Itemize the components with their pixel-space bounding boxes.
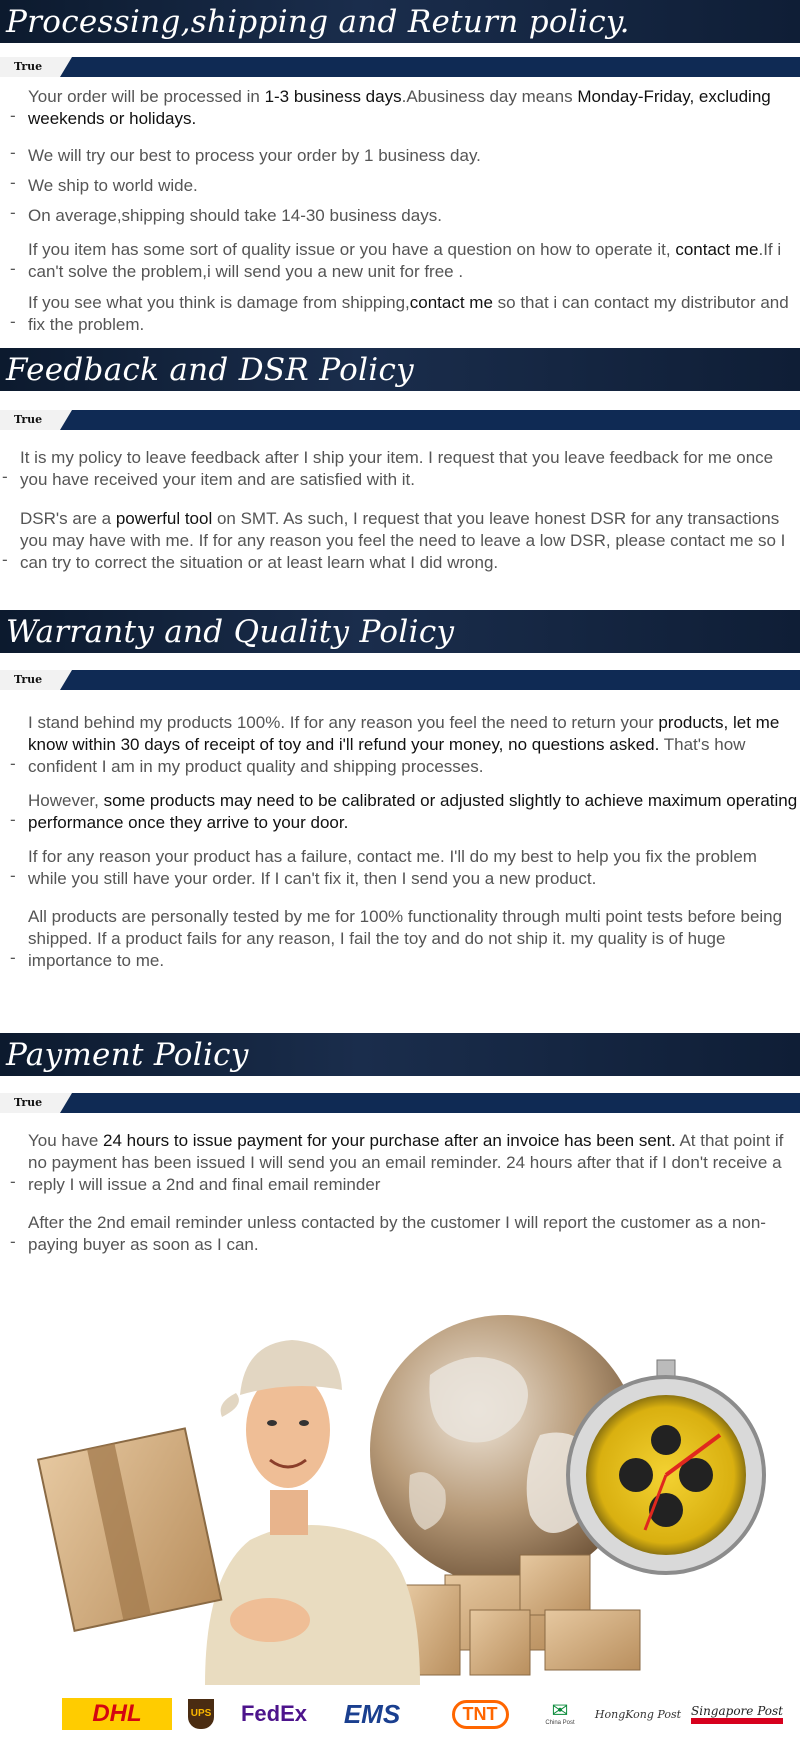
bullet-dash: -	[10, 312, 16, 331]
fedex-wordmark: FedEx	[240, 1701, 308, 1726]
policy-item: - We ship to world wide.	[10, 173, 198, 195]
emphasis-text: Monday-Friday, excluding weekends or holidays.	[28, 87, 771, 128]
bullet-dash: -	[10, 173, 16, 192]
singapore-post-logo	[692, 1698, 782, 1730]
hongkong-post-logo	[596, 1698, 680, 1730]
tag-label: True	[0, 410, 60, 430]
emphasis-text: 24 hours to issue payment for your purchase after an invoice has been sent.	[103, 1131, 676, 1150]
section-banner-feedback	[0, 348, 800, 391]
bullet-dash: -	[2, 467, 8, 486]
tnt-wordmark: TNT	[452, 1700, 509, 1729]
carrier-logos	[0, 1688, 800, 1742]
section-title: Warranty and Quality Policy	[6, 614, 455, 650]
ups-wordmark: UPS	[188, 1699, 214, 1729]
tnt-logo	[438, 1698, 522, 1730]
policy-item: - All products are personally tested by me for 100% functionality through multi point tests before being shipped. If a product fails for any reason, I fail the toy and do not ship it. my quality is of huge importance to me.	[10, 907, 783, 970]
china-post-logo	[540, 1698, 580, 1730]
china-post-icon: ✉	[551, 1700, 569, 1722]
policy-item: - Your order will be processed in 1-3 business days.Abusiness day means Monday-Friday, excluding weekends or holidays.	[10, 87, 771, 128]
policy-item: - I stand behind my products 100%. If for any reason you feel the need to return your products, let me know within 30 days of receipt of toy and i'll refund your money, no questions asked. That's how confident I am in my product quality and shipping processes.	[10, 713, 780, 776]
bullet-dash: -	[10, 866, 16, 885]
box-stack-graphic	[405, 1555, 640, 1675]
ems-wordmark: EMS	[343, 1698, 401, 1729]
emphasis-text: powerful tool	[115, 509, 213, 528]
tag-label: True	[0, 57, 60, 77]
policy-item: - If for any reason your product has a failure, contact me. I'll do my best to help you fix the problem while you still have your order. If I can't fix it, then I send you a new product.	[10, 847, 757, 888]
bullet-dash: -	[10, 1232, 16, 1251]
policy-item: - After the 2nd email reminder unless contacted by the customer I will report the customer as a non-paying buyer as soon as I can.	[10, 1213, 766, 1254]
held-box-graphic	[38, 1428, 221, 1630]
fedex-logo	[232, 1698, 316, 1730]
bullet-dash: -	[2, 550, 8, 569]
policy-item: - If you see what you think is damage from shipping,contact me so that i can contact my distributor and fix the problem.	[10, 293, 789, 334]
delivery-photo	[0, 1265, 800, 1685]
policy-item: - You have 24 hours to issue payment for your purchase after an invoice has been sent. At that point if no payment has been issued I will send you an email reminder. 24 hours after that if I don't receive a reply I will issue a 2nd and final email reminder	[10, 1131, 784, 1194]
bullet-dash: -	[10, 810, 16, 829]
china-post-label: China Post	[545, 1720, 575, 1726]
bullet-dash: -	[10, 203, 16, 222]
section-title: Feedback and DSR Policy	[6, 352, 414, 388]
bullet-dash: -	[10, 143, 16, 162]
emphasis-text: contact me	[675, 240, 759, 259]
policy-item: - However, some products may need to be calibrated or adjusted slightly to achieve maximum operating performance once they arrive to your door.	[10, 791, 798, 832]
emphasis-text: contact me	[409, 293, 493, 312]
bullet-dash: -	[10, 106, 16, 125]
bullet-dash: -	[10, 754, 16, 773]
policy-item: - DSR's are a powerful tool on SMT. As such, I request that you leave honest DSR for any transactions you may have with me. If for any reason you feel the need to leave a low DSR, please contact me so I can try to correct the situation or at least learn what I did wrong.	[2, 509, 786, 572]
bullet-dash: -	[10, 948, 16, 967]
section-banner-processing	[0, 0, 800, 43]
singapore-post-label: Singapore Post	[691, 1704, 783, 1724]
section-tagbar	[0, 670, 800, 690]
emphasis-text: products, let me know within 30 days of receipt of toy and i'll refund your money, no questions asked.	[28, 713, 780, 754]
section-title: Processing,shipping and Return policy.	[6, 4, 630, 40]
ems-logo	[332, 1698, 412, 1730]
policy-item: - It is my policy to leave feedback after I ship your item. I request that you leave feedback for me once you have received your item and are satisfied with it.	[2, 448, 774, 489]
emphasis-text: 1-3 business days	[264, 87, 402, 106]
tag-label: True	[0, 1093, 60, 1113]
dhl-logo	[62, 1698, 172, 1730]
bullet-dash: -	[10, 1172, 16, 1191]
section-tagbar	[0, 57, 800, 77]
bullet-dash: -	[10, 259, 16, 278]
dhl-wordmark: DHL	[92, 1700, 142, 1727]
tag-label: True	[0, 670, 60, 690]
section-tagbar	[0, 410, 800, 430]
ups-logo	[186, 1698, 216, 1730]
section-title: Payment Policy	[6, 1037, 249, 1073]
policy-item: - We will try our best to process your order by 1 business day.	[10, 143, 481, 165]
hongkong-post-label: HongKong Post	[594, 1707, 682, 1721]
section-banner-payment	[0, 1033, 800, 1076]
section-tagbar	[0, 1093, 800, 1113]
section-banner-warranty	[0, 610, 800, 653]
policy-item: - If you item has some sort of quality issue or you have a question on how to operate it, contact me.If i can't solve the problem,i will send you a new unit for free .	[10, 240, 782, 281]
emphasis-text: some products may need to be calibrated or adjusted slightly to achieve maximum operating performance once they arrive to your door.	[28, 791, 798, 832]
policy-item: - On average,shipping should take 14-30 business days.	[10, 203, 442, 225]
